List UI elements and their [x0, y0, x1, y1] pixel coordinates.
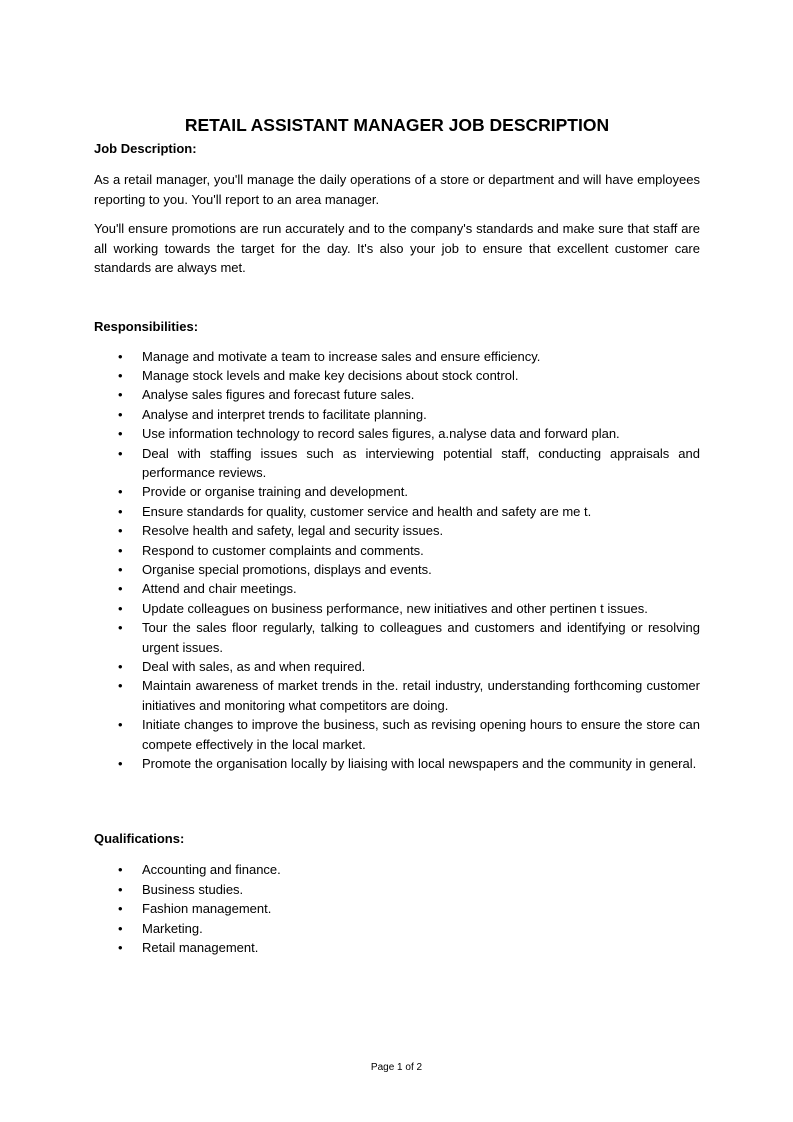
bullet-icon: •: [118, 920, 123, 936]
bullet-icon: •: [118, 881, 123, 897]
list-item: [94, 521, 700, 540]
list-item-text: Ensure standards for quality, customer service and health and safety are me t.: [142, 503, 592, 519]
list-item: [94, 938, 700, 957]
list-item: [94, 405, 700, 424]
list-item: [94, 880, 700, 899]
bullet-icon: •: [118, 581, 123, 597]
page-title: RETAIL ASSISTANT MANAGER JOB DESCRIPTION: [184, 115, 610, 135]
list-item-text: Analyse sales figures and forecast future sales.: [142, 387, 415, 403]
list-item: [94, 560, 700, 579]
bullet-icon: •: [118, 620, 123, 636]
responsibilities-heading: Responsibilities:: [94, 318, 199, 334]
list-item-text: Manage stock levels and make key decisions about stock control.: [142, 367, 519, 383]
responsibilities-list: [94, 347, 700, 774]
list-item-text: Respond to customer complaints and comments.: [142, 542, 424, 558]
list-item: [94, 579, 700, 598]
list-item-text: Use information technology to record sales figures, a.nalyse data and forward plan.: [142, 426, 620, 442]
list-item: [94, 899, 700, 918]
bullet-icon: •: [118, 523, 123, 539]
list-item: [94, 618, 700, 657]
list-item: [94, 424, 700, 443]
bullet-icon: •: [118, 406, 123, 422]
list-item: [94, 347, 700, 366]
bullet-icon: •: [118, 862, 123, 878]
list-item-text: Initiate changes to improve the business, such as revising opening hours to ensure the store can compete effectively in the local market.: [142, 717, 700, 752]
bullet-icon: •: [118, 561, 123, 577]
list-item: [94, 541, 700, 560]
list-item-text: Fashion management.: [142, 901, 272, 917]
list-item-text: Analyse and interpret trends to facilitate planning.: [142, 406, 427, 422]
list-item: [94, 385, 700, 404]
list-item-text: Resolve health and safety, legal and security issues.: [142, 523, 444, 539]
list-item: [94, 599, 700, 618]
list-item-text: Deal with sales, as and when required.: [142, 659, 366, 674]
bullet-icon: •: [118, 484, 123, 500]
list-item-text: Marketing.: [142, 920, 203, 936]
bullet-icon: •: [118, 756, 123, 772]
list-item-text: Provide or organise training and development.: [142, 484, 408, 500]
list-item-text: Manage and motivate a team to increase sales and ensure efficiency.: [142, 348, 541, 364]
bullet-icon: •: [118, 659, 123, 674]
list-item-text: Accounting and finance.: [142, 862, 281, 878]
list-item-text: Deal with staffing issues such as interviewing potential staff, conducting appraisals and performance reviews.: [142, 445, 700, 480]
bullet-icon: •: [118, 503, 123, 519]
bullet-icon: •: [118, 445, 123, 461]
bullet-icon: •: [118, 901, 123, 917]
list-item: [94, 754, 700, 773]
bullet-icon: •: [118, 367, 123, 383]
page-number: Page 1 of 2: [370, 1062, 423, 1073]
list-item: [94, 919, 700, 938]
bullet-icon: •: [118, 940, 123, 956]
job-description-paragraph: You'll ensure promotions are run accurately and to the company's standards and make sure that staff are all working towards the target for the day. It's also your job to ensure that excellent customer care standards are always met.: [94, 221, 700, 275]
list-item-text: Tour the sales floor regularly, talking to colleagues and customers and identifying or resolving urgent issues.: [142, 620, 700, 655]
bullet-icon: •: [118, 387, 123, 403]
job-description-paragraph: As a retail manager, you'll manage the daily operations of a store or department and will have employees reporting to you. You'll report to an area manager.: [94, 172, 700, 207]
bullet-icon: •: [118, 348, 123, 364]
list-item: [94, 482, 700, 501]
list-item: [94, 444, 700, 483]
bullet-icon: •: [118, 678, 123, 694]
qualifications-list: [94, 860, 700, 957]
bullet-icon: •: [118, 426, 123, 442]
bullet-icon: •: [118, 600, 123, 616]
list-item-text: Update colleagues on business performance, new initiatives and other pertinen t issues.: [142, 600, 648, 616]
list-item-text: Maintain awareness of market trends in the. retail industry, understanding forthcoming customer initiatives and monitoring what competitors are doing.: [142, 678, 700, 713]
document-page: [94, 113, 700, 957]
job-description-heading: Job Description:: [94, 141, 197, 156]
qualifications-heading: Qualifications:: [94, 831, 185, 847]
list-item-text: Attend and chair meetings.: [142, 581, 297, 597]
bullet-icon: •: [118, 717, 123, 733]
list-item-text: Business studies.: [142, 881, 244, 897]
list-item-text: Organise special promotions, displays and events.: [142, 561, 432, 577]
list-item: [94, 676, 700, 715]
bullet-icon: •: [118, 542, 123, 558]
list-item-text: Retail management.: [142, 940, 259, 956]
list-item: [94, 657, 700, 676]
list-item: [94, 366, 700, 385]
list-item: [94, 502, 700, 521]
list-item: [94, 715, 700, 754]
list-item: [94, 860, 700, 879]
list-item-text: Promote the organisation locally by liaising with local newspapers and the community in general.: [142, 756, 697, 772]
